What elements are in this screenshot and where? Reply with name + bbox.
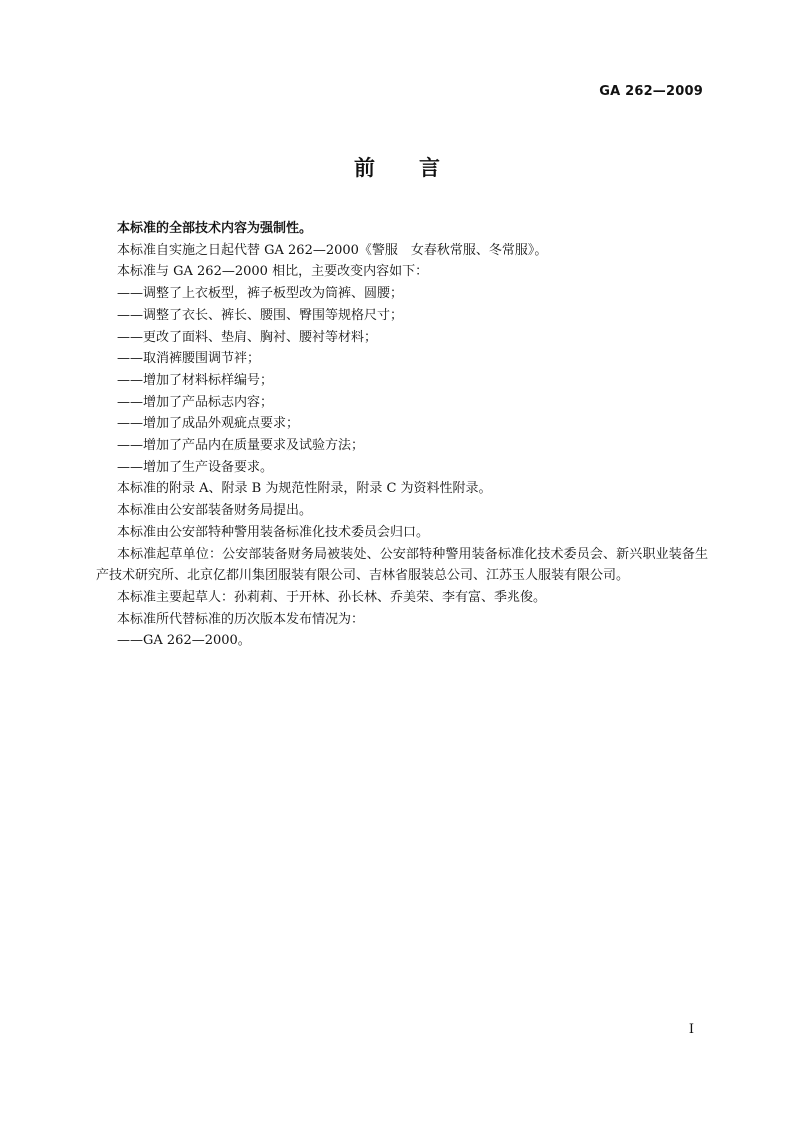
change-item: ——增加了材料标样编号；	[117, 372, 274, 388]
change-item: ——调整了衣长、裤长、腰围、臀围等规格尺寸；	[117, 307, 404, 323]
standard-code: GA 262—2009	[599, 84, 703, 99]
change-item: ——增加了生产设备要求。	[117, 459, 274, 475]
change-item: ——调整了上衣板型，裤子板型改为筒裤、圆腰；	[117, 286, 404, 302]
history-intro: 本标准所代替标准的历次版本发布情况为：	[117, 611, 365, 627]
mandatory-statement: 本标准的全部技术内容为强制性。	[117, 221, 313, 236]
drafting-units-statement: 本标准起草单位：公安部装备财务局被装处、公安部特种警用装备标准化技术委员会、新兴职业装备生产技术研究所、北京亿都川集团服装有限公司、吉林省服装总公司、江苏玉人服装有限公司。	[96, 546, 708, 584]
history-item: ——GA 262—2000。	[117, 633, 251, 649]
change-item: ——增加了成品外观疵点要求；	[117, 416, 300, 432]
page-title: 前言	[354, 156, 484, 180]
change-item: ——取消裤腰围调节袢；	[117, 351, 261, 367]
centralized-by-statement: 本标准由公安部特种警用装备标准化技术委员会归口。	[117, 524, 430, 540]
foreword-body	[96, 218, 708, 652]
changes-intro: 本标准与 GA 262—2000 相比，主要改变内容如下：	[117, 264, 429, 280]
replaces-statement: 本标准自实施之日起代替 GA 262—2000《警服 女春秋常服、冬常服》。	[117, 242, 548, 258]
change-item: ——增加了产品标志内容；	[117, 394, 274, 410]
proposed-by-statement: 本标准由公安部装备财务局提出。	[117, 503, 313, 519]
page-number: I	[688, 1022, 694, 1037]
drafters-statement: 本标准主要起草人：孙莉莉、于开林、孙长林、乔美荣、李有富、季兆俊。	[117, 589, 547, 605]
change-item: ——增加了产品内在质量要求及试验方法；	[117, 438, 365, 454]
change-item: ——更改了面料、垫肩、胸衬、腰衬等材料；	[117, 329, 378, 345]
annexes-statement: 本标准的附录 A、附录 B 为规范性附录，附录 C 为资料性附录。	[117, 481, 492, 497]
